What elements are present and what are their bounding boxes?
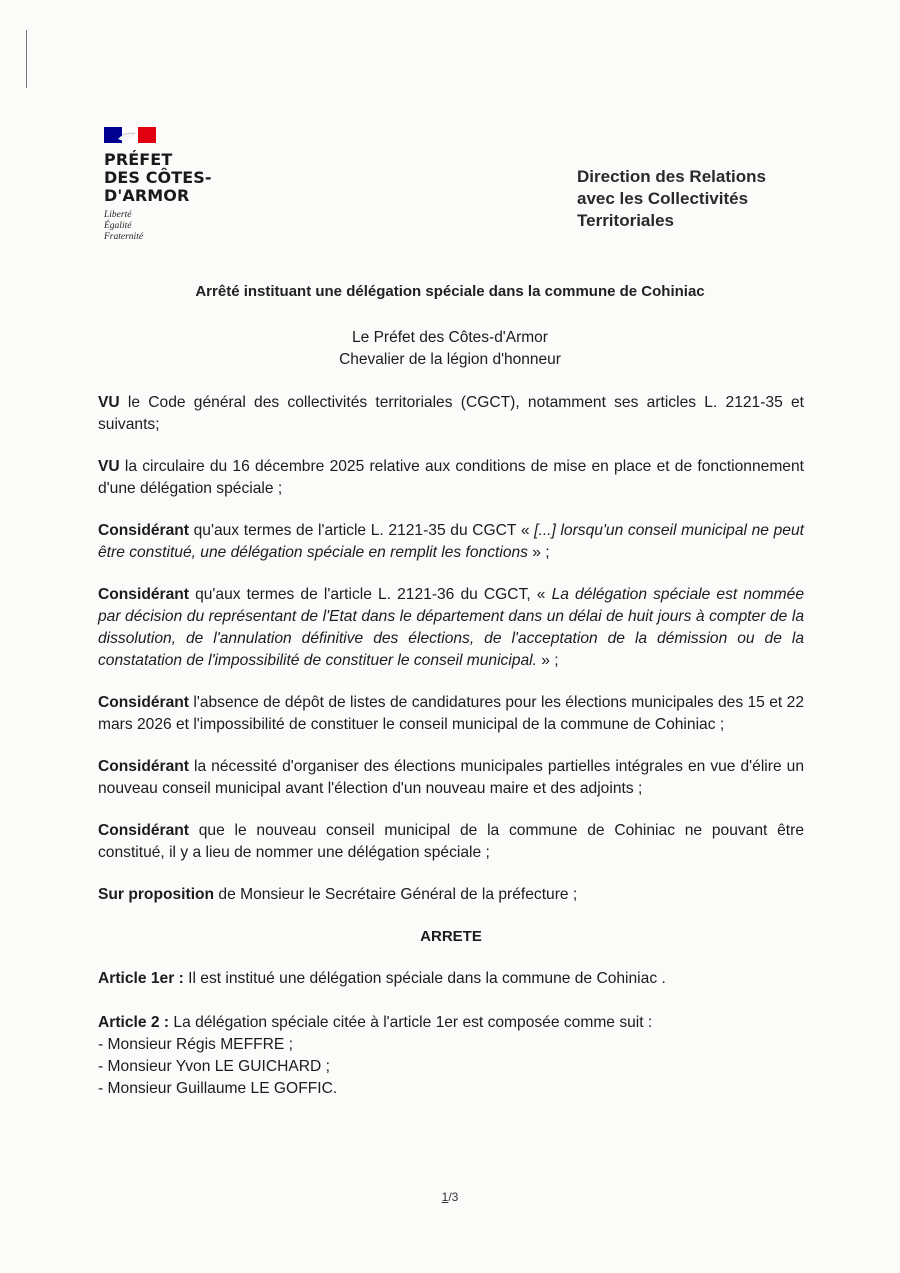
visa-paragraph	[98, 456, 804, 500]
direction-line: Direction des Relations	[577, 167, 766, 186]
considerant-paragraph	[98, 584, 804, 672]
scan-artifact-line	[26, 30, 27, 88]
logo-line: DES CÔTES-	[104, 168, 212, 187]
article-2	[98, 1012, 804, 1034]
authority-line: Chevalier de la légion d'honneur	[339, 351, 561, 368]
logo-line: D'ARMOR	[104, 186, 190, 205]
paragraph-text: l'absence de dépôt de listes de candidatures pour les élections municipales des 15 et 22 mars 2026 et l'impossibilité de constituer le conseil municipal de la commune de Cohiniac ;	[98, 694, 804, 733]
paragraph-text: de Monsieur le Secrétaire Général de la préfecture ;	[214, 886, 578, 903]
article-lead: Article 1er :	[98, 970, 184, 987]
paragraph-quote: [...] lorsqu'un conseil municipal ne peut être constitué, une délégation spéciale en remplit les fonctions	[98, 522, 804, 561]
marianne-flag-icon	[104, 125, 158, 145]
visa-paragraph	[98, 392, 804, 436]
paragraph-text-end: » ;	[536, 652, 559, 669]
direction-heading	[577, 166, 837, 232]
paragraph-text: qu'aux termes de l'article L. 2121-35 du CGCT «	[188, 522, 535, 539]
paragraph-lead: VU	[98, 458, 120, 475]
article-1	[98, 968, 804, 990]
paragraph-lead: Considérant	[98, 694, 189, 711]
article-text: La délégation spéciale citée à l'article 1er est composée comme suit :	[169, 1014, 653, 1031]
paragraph-lead: Considérant	[98, 586, 189, 603]
prefecture-logo	[104, 125, 254, 243]
arrete-heading: ARRETE	[420, 928, 482, 945]
direction-line: Territoriales	[577, 211, 675, 230]
prefect-logo-title	[104, 151, 254, 205]
paragraph-text: la circulaire du 16 décembre 2025 relative aux conditions de mise en place et de fonctionnement d'une délégation spéciale ;	[98, 458, 804, 497]
page-number	[0, 1190, 900, 1204]
considerant-paragraph	[98, 692, 804, 736]
proposition-paragraph	[98, 884, 804, 906]
member-item: - Monsieur Guillaume LE GOFFIC.	[98, 1080, 338, 1097]
motto-line: Fraternité	[104, 232, 144, 242]
paragraph-text: la nécessité d'organiser des élections municipales partielles intégrales en vue d'élire un nouveau conseil municipal avant l'élection d'un nouveau maire et des adjoints ;	[98, 758, 804, 797]
paragraph-quote: La délégation spéciale est nommée par décision du représentant de l'Etat dans le département dans un délai de huit jours à compter de la dissolution, de l'annulation définitive des élections, de l'acceptation de la démission ou de la constatation de l'impossibilité de constituer le conseil municipal.	[98, 586, 804, 669]
paragraph-lead: Sur proposition	[98, 886, 215, 903]
paragraph-lead: Considérant	[98, 522, 189, 539]
considerant-paragraph	[98, 820, 804, 864]
considerant-paragraph	[98, 756, 804, 800]
motto-line: Égalité	[104, 221, 132, 231]
motto-line: Liberté	[104, 210, 132, 220]
current-page: 1	[441, 1190, 449, 1204]
republic-motto	[104, 210, 254, 243]
logo-line: PRÉFET	[104, 150, 173, 169]
paragraph-text: qu'aux termes de l'article L. 2121-36 du CGCT, «	[188, 586, 552, 603]
article-lead: Article 2 :	[98, 1014, 170, 1031]
paragraph-lead: Considérant	[98, 822, 189, 839]
article-text: Il est institué une délégation spéciale dans la commune de Cohiniac .	[183, 970, 666, 987]
authority-block	[0, 327, 900, 371]
member-item: - Monsieur Yvon LE GUICHARD ;	[98, 1058, 330, 1075]
paragraph-lead: Considérant	[98, 758, 189, 775]
delegation-members	[98, 1034, 804, 1100]
document-body	[98, 392, 804, 1100]
direction-line: avec les Collectivités	[577, 189, 749, 208]
considerant-paragraph	[98, 520, 804, 564]
paragraph-lead: VU	[98, 394, 120, 411]
paragraph-text: le Code général des collectivités territoriales (CGCT), notamment ses articles L. 2121-35 et suivants;	[98, 394, 804, 433]
total-pages: /3	[448, 1190, 459, 1204]
paragraph-text-end: » ;	[527, 544, 550, 561]
document-title: Arrêté instituant une délégation spéciale dans la commune de Cohiniac	[195, 283, 705, 300]
paragraph-text: que le nouveau conseil municipal de la commune de Cohiniac ne pouvant être constitué, il y a lieu de nommer une délégation spéciale ;	[98, 822, 804, 861]
authority-line: Le Préfet des Côtes-d'Armor	[352, 329, 548, 346]
member-item: - Monsieur Régis MEFFRE ;	[98, 1036, 293, 1053]
